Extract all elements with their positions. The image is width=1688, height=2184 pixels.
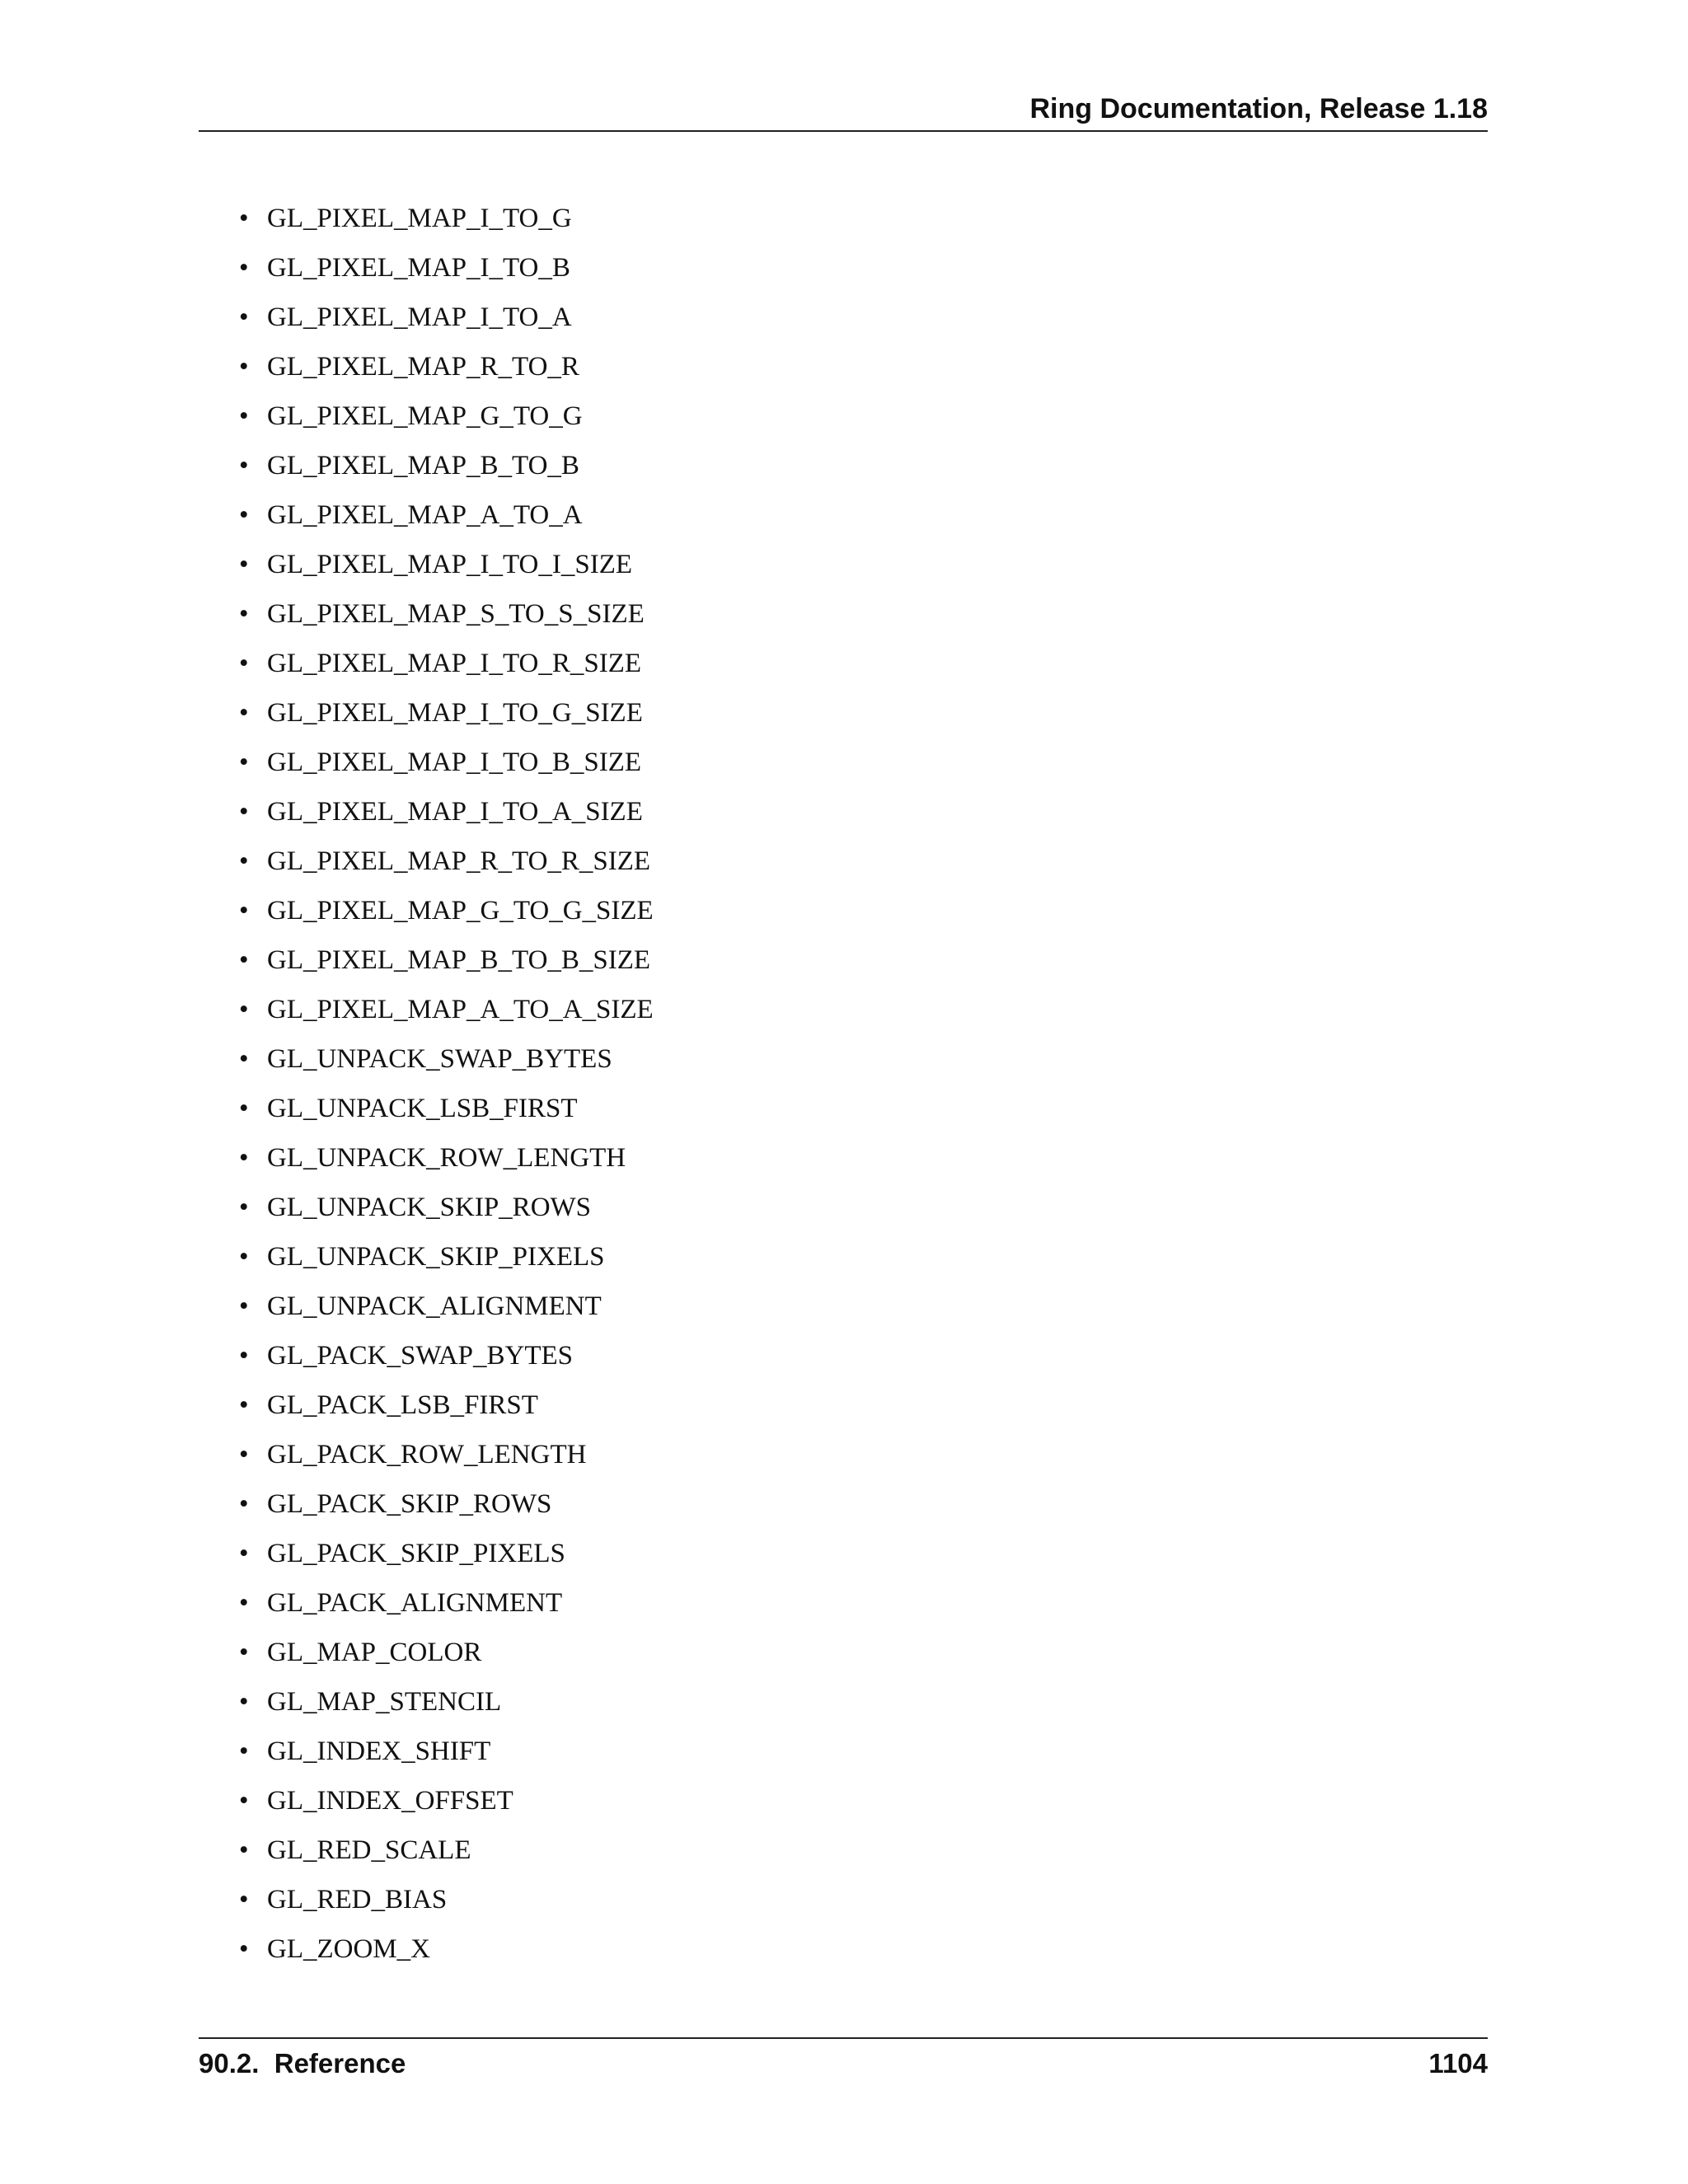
bullet-icon: • [239, 302, 249, 332]
list-item [0, 1776, 1688, 1825]
list-item [0, 1232, 1688, 1282]
list-item [0, 886, 1688, 935]
list-item-text: GL_PIXEL_MAP_I_TO_A [267, 302, 572, 332]
bullet-icon: • [239, 1242, 249, 1272]
list-item [0, 490, 1688, 540]
bullet-icon: • [239, 599, 249, 629]
bullet-icon: • [239, 1390, 249, 1420]
list-item [0, 1430, 1688, 1479]
list-item [0, 1875, 1688, 1924]
list-item-text: GL_PIXEL_MAP_R_TO_R [267, 352, 579, 382]
list-item-text: GL_PIXEL_MAP_I_TO_B [267, 253, 570, 283]
list-item [0, 589, 1688, 639]
list-item-text: GL_ZOOM_X [267, 1934, 430, 1964]
list-item-text: GL_PIXEL_MAP_S_TO_S_SIZE [267, 599, 645, 629]
list-item [0, 540, 1688, 589]
list-item-text: GL_PACK_SKIP_PIXELS [267, 1539, 565, 1568]
list-item [0, 1825, 1688, 1875]
list-item [0, 738, 1688, 787]
bullet-icon: • [239, 945, 249, 975]
list-item [0, 787, 1688, 837]
list-item [0, 293, 1688, 342]
list-item [0, 935, 1688, 985]
list-item [0, 391, 1688, 441]
list-item-text: GL_UNPACK_SWAP_BYTES [267, 1044, 612, 1074]
page-content [0, 194, 1688, 1974]
bullet-icon: • [239, 500, 249, 530]
bullet-icon: • [239, 1687, 249, 1717]
bullet-icon: • [239, 1341, 249, 1371]
list-item [0, 1529, 1688, 1578]
list-item [0, 1924, 1688, 1974]
bullet-icon: • [239, 451, 249, 480]
page-footer [199, 2037, 1488, 2083]
list-item [0, 837, 1688, 886]
list-item-text: GL_PIXEL_MAP_I_TO_A_SIZE [267, 797, 643, 827]
list-item-text: GL_PACK_ROW_LENGTH [267, 1440, 587, 1469]
list-item-text: GL_PIXEL_MAP_I_TO_G_SIZE [267, 698, 643, 728]
bullet-icon: • [239, 1193, 249, 1222]
bullet-icon: • [239, 204, 249, 233]
list-item [0, 194, 1688, 243]
list-item [0, 1628, 1688, 1677]
bullet-icon: • [239, 1934, 249, 1964]
bullet-icon: • [239, 1835, 249, 1865]
bullet-icon: • [239, 698, 249, 728]
footer-section-title: 90.2. Reference [199, 2048, 406, 2079]
list-item-text: GL_RED_BIAS [267, 1885, 448, 1915]
list-item [0, 1479, 1688, 1529]
constants-bullet-list [0, 194, 1688, 1974]
bullet-icon: • [239, 748, 249, 777]
bullet-icon: • [239, 995, 249, 1024]
page-number: 1104 [1428, 2048, 1488, 2079]
bullet-icon: • [239, 1736, 249, 1766]
list-item-text: GL_MAP_STENCIL [267, 1687, 502, 1717]
list-item-text: GL_PACK_SKIP_ROWS [267, 1489, 552, 1519]
list-item [0, 1084, 1688, 1133]
list-item-text: GL_UNPACK_SKIP_PIXELS [267, 1242, 605, 1272]
list-item-text: GL_UNPACK_LSB_FIRST [267, 1094, 578, 1123]
list-item-text: GL_RED_SCALE [267, 1835, 471, 1865]
bullet-icon: • [239, 1094, 249, 1123]
bullet-icon: • [239, 1291, 249, 1321]
bullet-icon: • [239, 401, 249, 431]
list-item [0, 1183, 1688, 1232]
bullet-icon: • [239, 1885, 249, 1915]
list-item [0, 1677, 1688, 1727]
list-item [0, 639, 1688, 688]
list-item [0, 1133, 1688, 1183]
list-item [0, 342, 1688, 391]
list-item [0, 1380, 1688, 1430]
document-title: Ring Documentation, Release 1.18 [1029, 93, 1488, 124]
bullet-icon: • [239, 1489, 249, 1519]
list-item-text: GL_PIXEL_MAP_B_TO_B_SIZE [267, 945, 651, 975]
list-item-text: GL_PIXEL_MAP_A_TO_A [267, 500, 583, 530]
bullet-icon: • [239, 1588, 249, 1618]
bullet-icon: • [239, 846, 249, 876]
list-item-text: GL_UNPACK_ROW_LENGTH [267, 1143, 626, 1173]
list-item [0, 1578, 1688, 1628]
list-item-text: GL_UNPACK_ALIGNMENT [267, 1291, 602, 1321]
bullet-icon: • [239, 896, 249, 926]
list-item-text: GL_PIXEL_MAP_A_TO_A_SIZE [267, 995, 654, 1024]
list-item-text: GL_PIXEL_MAP_I_TO_I_SIZE [267, 550, 633, 579]
list-item [0, 1727, 1688, 1776]
page-header [199, 91, 1488, 132]
bullet-icon: • [239, 253, 249, 283]
list-item [0, 1034, 1688, 1084]
bullet-icon: • [239, 1440, 249, 1469]
bullet-icon: • [239, 1638, 249, 1667]
list-item-text: GL_MAP_COLOR [267, 1638, 482, 1667]
list-item [0, 1331, 1688, 1380]
list-item [0, 1282, 1688, 1331]
list-item-text: GL_PACK_LSB_FIRST [267, 1390, 538, 1420]
list-item-text: GL_PIXEL_MAP_I_TO_B_SIZE [267, 748, 642, 777]
bullet-icon: • [239, 1539, 249, 1568]
list-item-text: GL_UNPACK_SKIP_ROWS [267, 1193, 592, 1222]
list-item-text: GL_INDEX_SHIFT [267, 1736, 491, 1766]
list-item-text: GL_PIXEL_MAP_I_TO_R_SIZE [267, 649, 642, 678]
list-item-text: GL_PIXEL_MAP_G_TO_G_SIZE [267, 896, 654, 926]
list-item-text: GL_PACK_SWAP_BYTES [267, 1341, 574, 1371]
bullet-icon: • [239, 1044, 249, 1074]
list-item-text: GL_PIXEL_MAP_B_TO_B [267, 451, 579, 480]
list-item-text: GL_PIXEL_MAP_R_TO_R_SIZE [267, 846, 651, 876]
bullet-icon: • [239, 649, 249, 678]
list-item [0, 985, 1688, 1034]
list-item-text: GL_PIXEL_MAP_I_TO_G [267, 204, 572, 233]
bullet-icon: • [239, 797, 249, 827]
bullet-icon: • [239, 550, 249, 579]
bullet-icon: • [239, 1786, 249, 1816]
list-item-text: GL_PACK_ALIGNMENT [267, 1588, 563, 1618]
list-item-text: GL_INDEX_OFFSET [267, 1786, 513, 1816]
list-item [0, 441, 1688, 490]
list-item-text: GL_PIXEL_MAP_G_TO_G [267, 401, 583, 431]
bullet-icon: • [239, 352, 249, 382]
list-item [0, 688, 1688, 738]
list-item [0, 243, 1688, 293]
bullet-icon: • [239, 1143, 249, 1173]
